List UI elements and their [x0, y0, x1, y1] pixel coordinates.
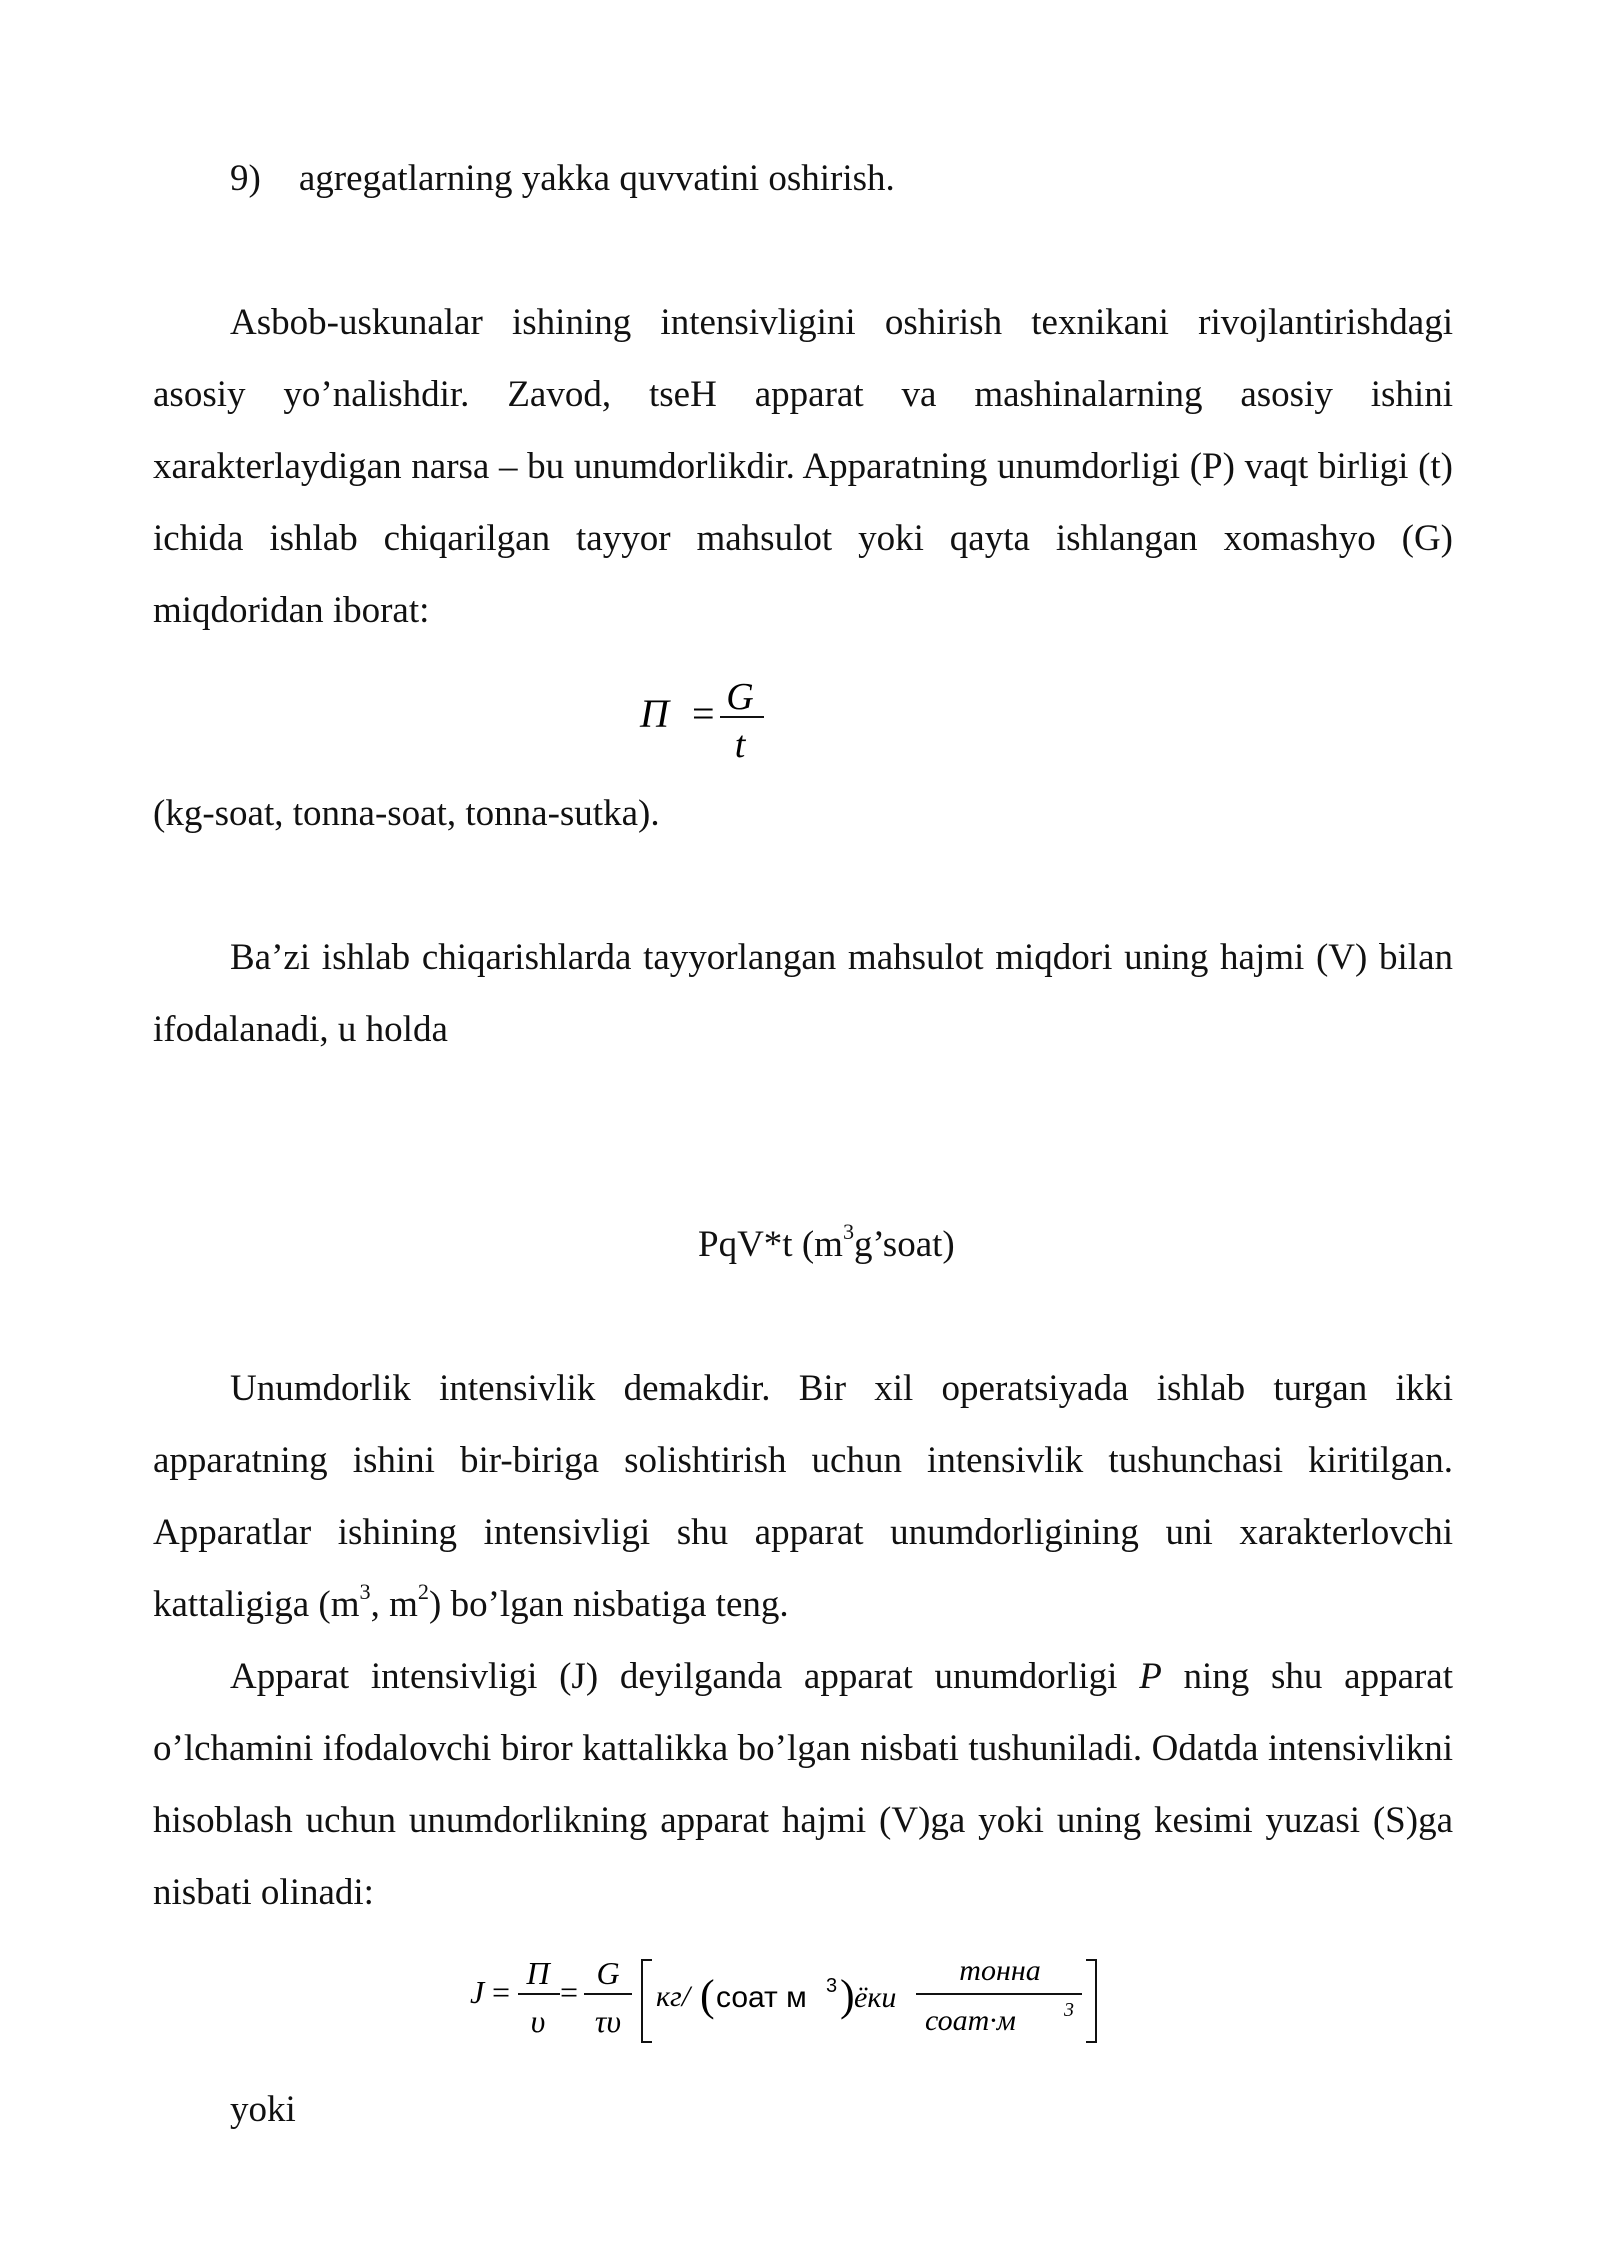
para4-italic: P — [1139, 1656, 1162, 1697]
f3-unit1-sup: 3 — [826, 1975, 838, 1997]
f3-frac1-num: П — [526, 1955, 550, 1991]
list-item — [230, 143, 895, 215]
para3-sup2: 2 — [417, 1579, 429, 1605]
f3-eq2: = — [560, 1974, 579, 2010]
f3-paren-close: ) — [840, 1971, 855, 2020]
para3-mid: , m — [370, 1584, 418, 1625]
formula-numerator: G — [726, 676, 754, 718]
formula-eq: = — [692, 691, 715, 736]
paragraph-intensity — [153, 1353, 1453, 1641]
f3-frac2-num: G — [596, 1955, 620, 1991]
f3-frac2-den: τυ — [594, 2003, 622, 2039]
paragraph-volume: Ba’zi ishlab chiqarishlarda tayyorlangan mahsulot miqdori uning hajmi (V) bilan ifodalanadi, u holda — [153, 937, 1453, 1050]
formula-volume — [698, 1209, 955, 1281]
formula-volume-sup: 3 — [842, 1219, 855, 1245]
f3-lhs: J — [470, 1974, 485, 2010]
units-line: (kg-soat, tonna-soat, tonna-sutka). — [153, 793, 660, 834]
f3-unit1-body: соат м — [716, 1981, 807, 2014]
para3-end: ) bo’lgan nisbatiga teng. — [429, 1584, 789, 1625]
para3-text: Unumdorlik intensivlik demakdir. Bir xil operatsiyada ishlab turgan ikki apparatning ishini bir-biriga solishtirish uchun intensivlik tushunchasi kiritilgan. Apparatlar ishining intensivligi shu apparat unumdorligining uni xarakterlovchi kattaligiga (m — [153, 1368, 1453, 1625]
f3-conj: ёки — [854, 1981, 897, 2014]
formula-intensity — [460, 1950, 1100, 2050]
formula-productivity — [630, 675, 800, 765]
f3-unit2-den: соат·м — [925, 2004, 1016, 2037]
f3-eq1: = — [492, 1974, 511, 2010]
f3-unit2-num: тонна — [959, 1954, 1041, 1987]
paragraph-apparatus-intensity — [153, 1641, 1453, 1929]
f3-unit1-prefix: кг/ — [656, 1980, 691, 2013]
f3-frac1-den: υ — [530, 2003, 546, 2039]
para4-before: Apparat intensivligi (J) deyilganda apparat unumdorligi — [230, 1656, 1140, 1697]
right-bracket — [1086, 1960, 1096, 2042]
para4-after: ning shu apparat o’lchamini ifodalovchi biror kattalikka bo’lgan nisbati tushuniladi. Odatda intensivlikni hisoblash uchun unumdorlikning apparat hajmi (V)ga yoki uning kesimi yuzasi (S)ga nisbati olinadi: — [153, 1656, 1454, 1913]
yoki-word: yoki — [230, 2089, 296, 2130]
list-text: agregatlarning yakka quvvatini oshirish. — [298, 158, 895, 199]
f3-paren-open: ( — [700, 1971, 715, 2020]
formula-volume-tail: g’soat) — [854, 1224, 955, 1265]
formula-lhs: П — [640, 691, 669, 736]
f3-unit2-sup: 3 — [1064, 1999, 1074, 2021]
formula-denominator: t — [734, 724, 746, 765]
paragraph-productivity: Asbob-uskunalar ishining intensivligini oshirish texnikani rivojlantirishdagi asosiy yo’nalishdir. Zavod, tseH apparat va mashinalarning asosiy ishini xarakterlaydigan narsa – bu unumdorlikdir. Apparatning unumdorligi (P) vaqt birligi (t) ichida ishlab chiqarilgan tayyor mahsulot yoki qayta ishlangan xomashyo (G) miqdoridan iborat: — [153, 302, 1453, 631]
list-number: 9) — [230, 158, 261, 199]
para3-sup1: 3 — [359, 1579, 371, 1605]
formula-volume-main: PqV*t (m — [698, 1224, 843, 1265]
left-bracket — [642, 1960, 652, 2042]
